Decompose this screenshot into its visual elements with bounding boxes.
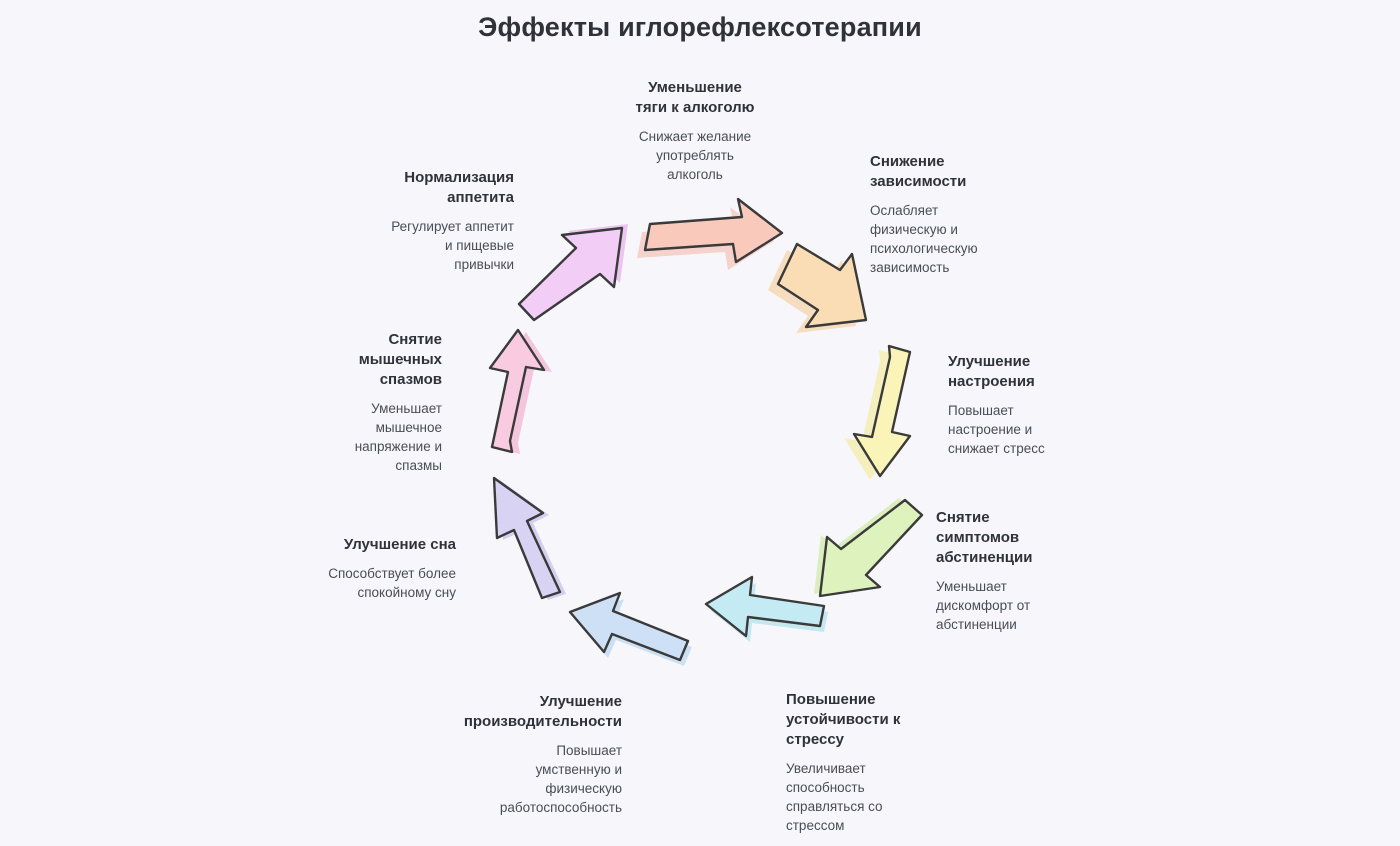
node-povyshenie-ustoychivosti[interactable] [786,690,966,835]
node-description: Уменьшает мышечное напряжение и спазмы [354,401,442,473]
arrow-4 [814,498,922,596]
node-description: Увеличивает способность справляться со стрессом [786,761,883,833]
page-title: Эффекты иглорефлексотерапии [478,12,922,42]
node-description: Повышает настроение и снижает стресс [948,403,1045,456]
node-label: Нормализация аппетита [404,169,514,206]
node-label: Улучшение сна [343,536,456,553]
arrow-7 [494,478,566,600]
node-description: Ослабляет физическую и психологическую зависимость [870,203,978,275]
arrow-2 [768,244,866,333]
node-description: Способствует более спокойному сну [328,566,456,600]
arrow-1 [637,199,782,270]
arrow-3 [844,346,910,480]
node-description: Снижает желание употреблять алкоголь [638,129,752,182]
arrow-9 [519,224,628,320]
node-label: Повышение устойчивости к стрессу [786,691,901,748]
node-label: Улучшение настроения [948,353,1035,390]
node-label: Уменьшение тяги к алкоголю [635,79,755,116]
node-snyatie-simptomov[interactable] [936,508,1116,634]
node-uluchshenie-sna[interactable] [300,535,456,602]
node-description: Уменьшает дискомфорт от абстиненции [936,579,1031,632]
node-label: Снижение зависимости [870,153,967,190]
node-uluchshenie-nastroeniya[interactable] [948,352,1118,458]
node-label: Улучшение производительности [463,693,622,730]
arrow-6 [570,593,692,666]
node-uluchshenie-proizvoditelnosti[interactable] [420,692,622,817]
node-umenshenie-tyagi[interactable] [600,78,790,184]
node-snyatie-myshechnyh-spazmov[interactable] [330,330,442,475]
arrow-8 [490,330,552,454]
node-snizhenie-zavisimosti[interactable] [870,152,1050,277]
arrow-5 [706,577,828,642]
node-description: Повышает умственную и физическую работоспособность [499,743,622,815]
node-normalizaciya-appetita[interactable] [350,168,514,274]
node-label: Снятие симптомов абстиненции [936,509,1033,566]
node-description: Регулирует аппетит и пищевые привычки [391,219,514,272]
node-label: Снятие мышечных спазмов [358,331,442,388]
